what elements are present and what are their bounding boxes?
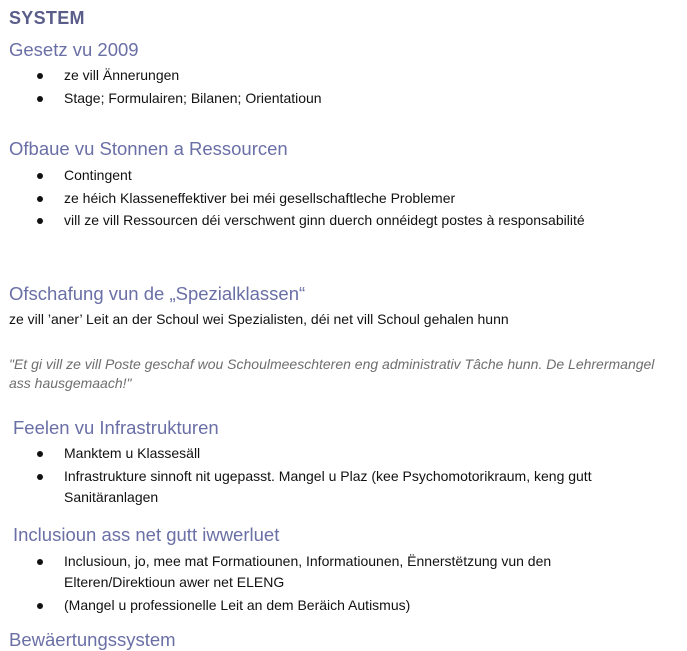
list-item-text: Inclusioun, jo, mee mat Formatiounen, Informatiounen, Ënnerstëtzung vun den Elteren/Direktioun awer net ELENG	[64, 553, 552, 590]
list-inclusioun	[0, 551, 687, 617]
list-item-text: (Mangel u professionelle Leit an dem Beräich Autismus)	[64, 596, 411, 613]
heading-spezialklassen: Ofschafung vun de „Spezialklassen“	[9, 283, 306, 304]
list-item	[0, 443, 687, 464]
quote-text: "Et gi vill ze vill Poste geschaf wou Schoulmeeschteren eng administrativ Tâche hunn. De Lehrermangel ass hausgemaach!"	[9, 356, 655, 391]
list-item	[0, 65, 687, 86]
list-item-text: ze vill Ännerungen	[64, 67, 180, 83]
list-item	[0, 595, 687, 616]
bullet-icon	[37, 96, 43, 102]
page-title: SYSTEM	[9, 8, 85, 28]
bullet-icon	[37, 474, 43, 480]
list-item-text: Manktem u Klassesäll	[64, 445, 201, 461]
list-item	[0, 466, 687, 508]
heading-gesetz: Gesetz vu 2009	[9, 39, 139, 60]
list-item-text: ze héich Klasseneffektiver bei méi gesellschaftleche Problemer	[64, 189, 456, 206]
list-item-text: Contingent	[64, 167, 132, 183]
heading-inclusioun: Inclusioun ass net gutt iwwerluet	[13, 524, 280, 545]
heading-bewaertungssystem: Bewäertungssystem	[9, 629, 176, 650]
list-item	[0, 165, 687, 186]
list-gesetz	[0, 65, 687, 110]
bullet-icon	[37, 451, 43, 457]
heading-ofbaue: Ofbaue vu Stonnen a Ressourcen	[9, 138, 288, 159]
list-item	[0, 210, 687, 231]
paragraph-spezialklassen: ze vill ’aner’ Leit an der Schoul wei Spezialisten, déi net vill Schoul gehalen hunn	[9, 311, 509, 327]
bullet-icon	[37, 559, 43, 565]
list-ofbaue	[0, 165, 687, 233]
bullet-icon	[37, 73, 43, 79]
bullet-icon	[37, 196, 43, 202]
list-infrastrukturen	[0, 443, 687, 509]
list-item-text: Stage; Formulairen; Bilanen; Orientatioun	[64, 89, 322, 106]
list-item-text: vill ze vill Ressourcen déi verschwent ginn duerch onnéidegt postes à responsabilité	[64, 212, 585, 228]
list-item	[0, 188, 687, 209]
heading-infrastrukturen: Feelen vu Infrastrukturen	[13, 417, 219, 438]
list-item-text: Infrastrukture sinnoft nit ugepasst. Mangel u Plaz (kee Psychomotorikraum, keng gutt Sanitäranlagen	[64, 467, 592, 505]
list-item	[0, 88, 687, 109]
bullet-icon	[37, 218, 43, 224]
bullet-icon	[37, 173, 43, 179]
bullet-icon	[37, 603, 43, 609]
list-item	[0, 551, 687, 593]
